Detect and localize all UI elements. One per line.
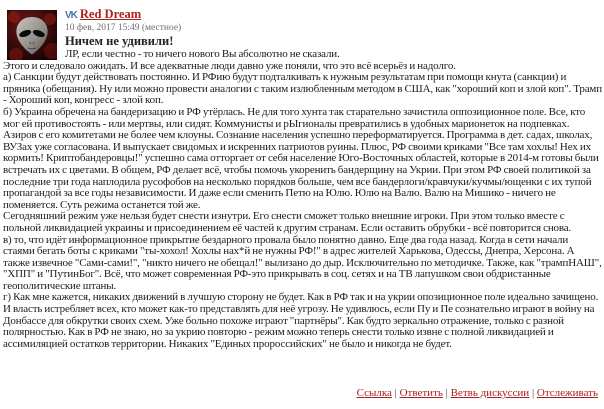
comment-date: 10 фев, 2017 15:49 (местное) xyxy=(65,23,182,33)
action-separator: | xyxy=(391,387,400,399)
action-separator: | xyxy=(442,387,451,399)
post-paragraph: в) то, что идёт информационное прикрытие бездарного провала было понятно давно. Еще два года назад. Когда в сети начали стаями бегать боты с криками "ты-хохол! Хохлы нах*й не нужны РФ!" в адрес жителей Харькова, Одессы, Днепра, Херсона. А также извечное "Сами-сами!", "никто ничего не обещал!" вылизано до дыр. Исключительно по методичке. Также, как "трампНАШ", "ХПП" и "ПутинБог". Всё, что может современная РФ-это прикрывать в соц. сетях и на ТВ лапушком свои обдристанные геополитические штаны. xyxy=(3,233,602,292)
post-body xyxy=(3,49,602,350)
post-paragraph: Сегодняшний режим уже нельзя будет снести изнутри. Его снести сможет только внешние игроки. При этом только вместе с польной ликвидацией украины и присоединением её частей к другим странам. Если оставить обрубки - всё повторится снова. xyxy=(3,210,572,234)
post-paragraph: Этого и следовало ожидать. И все адекватные люди давно уже поняли, что это всё всерьёз и надолго. xyxy=(3,59,456,72)
alien-face-avatar-icon xyxy=(7,10,57,60)
post-paragraph: а) Санкции будут действовать постоянно. И РФию будут подталкивать к нужным результатам при помощи кнута (санкции) и пряника (обещания). Ну или можно провести аналогии с таким излюбленным методом в США, как "хороший коп и злой коп". Трамп - Хороший коп, конгресс - злой коп. xyxy=(3,71,602,107)
action-thread[interactable]: Ветвь дискуссии xyxy=(450,387,530,399)
username-link[interactable]: Red Dream xyxy=(79,7,142,21)
post-actions xyxy=(357,387,598,399)
user-avatar[interactable] xyxy=(7,10,57,60)
user-line xyxy=(65,8,604,22)
action-reply[interactable]: Ответить xyxy=(399,387,443,399)
comment-title: Ничем не удивили! xyxy=(65,34,174,48)
post-paragraph: ЛР, если честно - то ничего нового Вы абсолютно не сказали. xyxy=(65,49,340,60)
post-paragraph: б) Украина обречена на бандеризацию и РФ утёрлась. Не для того хунта так старательно зачистила оппозиционное поле. Все, кто мог ей противостоять - или мертвы, или сидят. Коммунисты и рЫгионалы превратились в удобных марионеток на подпевках. Азиров с его комитетами не более чем клоуны. Сознание населения успешно переформатируется. Программа в дет. садах, школах, ВУЗах уже согласована. И выпускает свидомых и искренних патриотов руины. Плюс, РФ своими криками "Все там хохлы! Нех их кормить! Криптобандеровцы!" успешно сама отторгает от себя население Юго-Восточных областей, которые в 2014-м готовы были встречать их с цветами. В общем, РФ делает всё, чтобы помочь укоренить бандерщину на Укрии. При этом РФ своей политикой за последние три года наплодила русофобов на несколько порядков больше, чем все бандерлоги/кравчуки/кучмы/ющенки с их тупой пропагандой за все годы независимости. И даже если сменить Петю на Юлю. Юлю на Валю. Валю на Мишико - ничего не поменяется. Суть режима останется той же. xyxy=(3,105,599,211)
post-paragraph: г) Как мне кажется, никаких движений в лучшую сторону не будет. Как в РФ так и на укрии опозиционное поле идеально зачищено. И власть истребляет всех, кто может как-то представлять для неё угрозу. Не удивлюсь, если Пу и Пе сознательно играют в войну на Донбассе для обкрутки своих схем. Уже больно похоже играют "партнёры". Как будто зеркально отражение, только с разной полярностью. Как в РФ не знаю, но за укрию повторю - режим можно теперь снести только извне с полной ликвидацией и ассимиляцией остатков территории. Никаких "Единых пророссийских" не было и никогда не будет. xyxy=(3,291,599,350)
vk-icon[interactable]: VK xyxy=(65,10,77,21)
action-link[interactable]: Ссылка xyxy=(356,387,392,399)
action-track[interactable]: Отслеживать xyxy=(536,387,598,399)
action-separator: | xyxy=(529,387,537,399)
comment-header xyxy=(65,0,604,48)
